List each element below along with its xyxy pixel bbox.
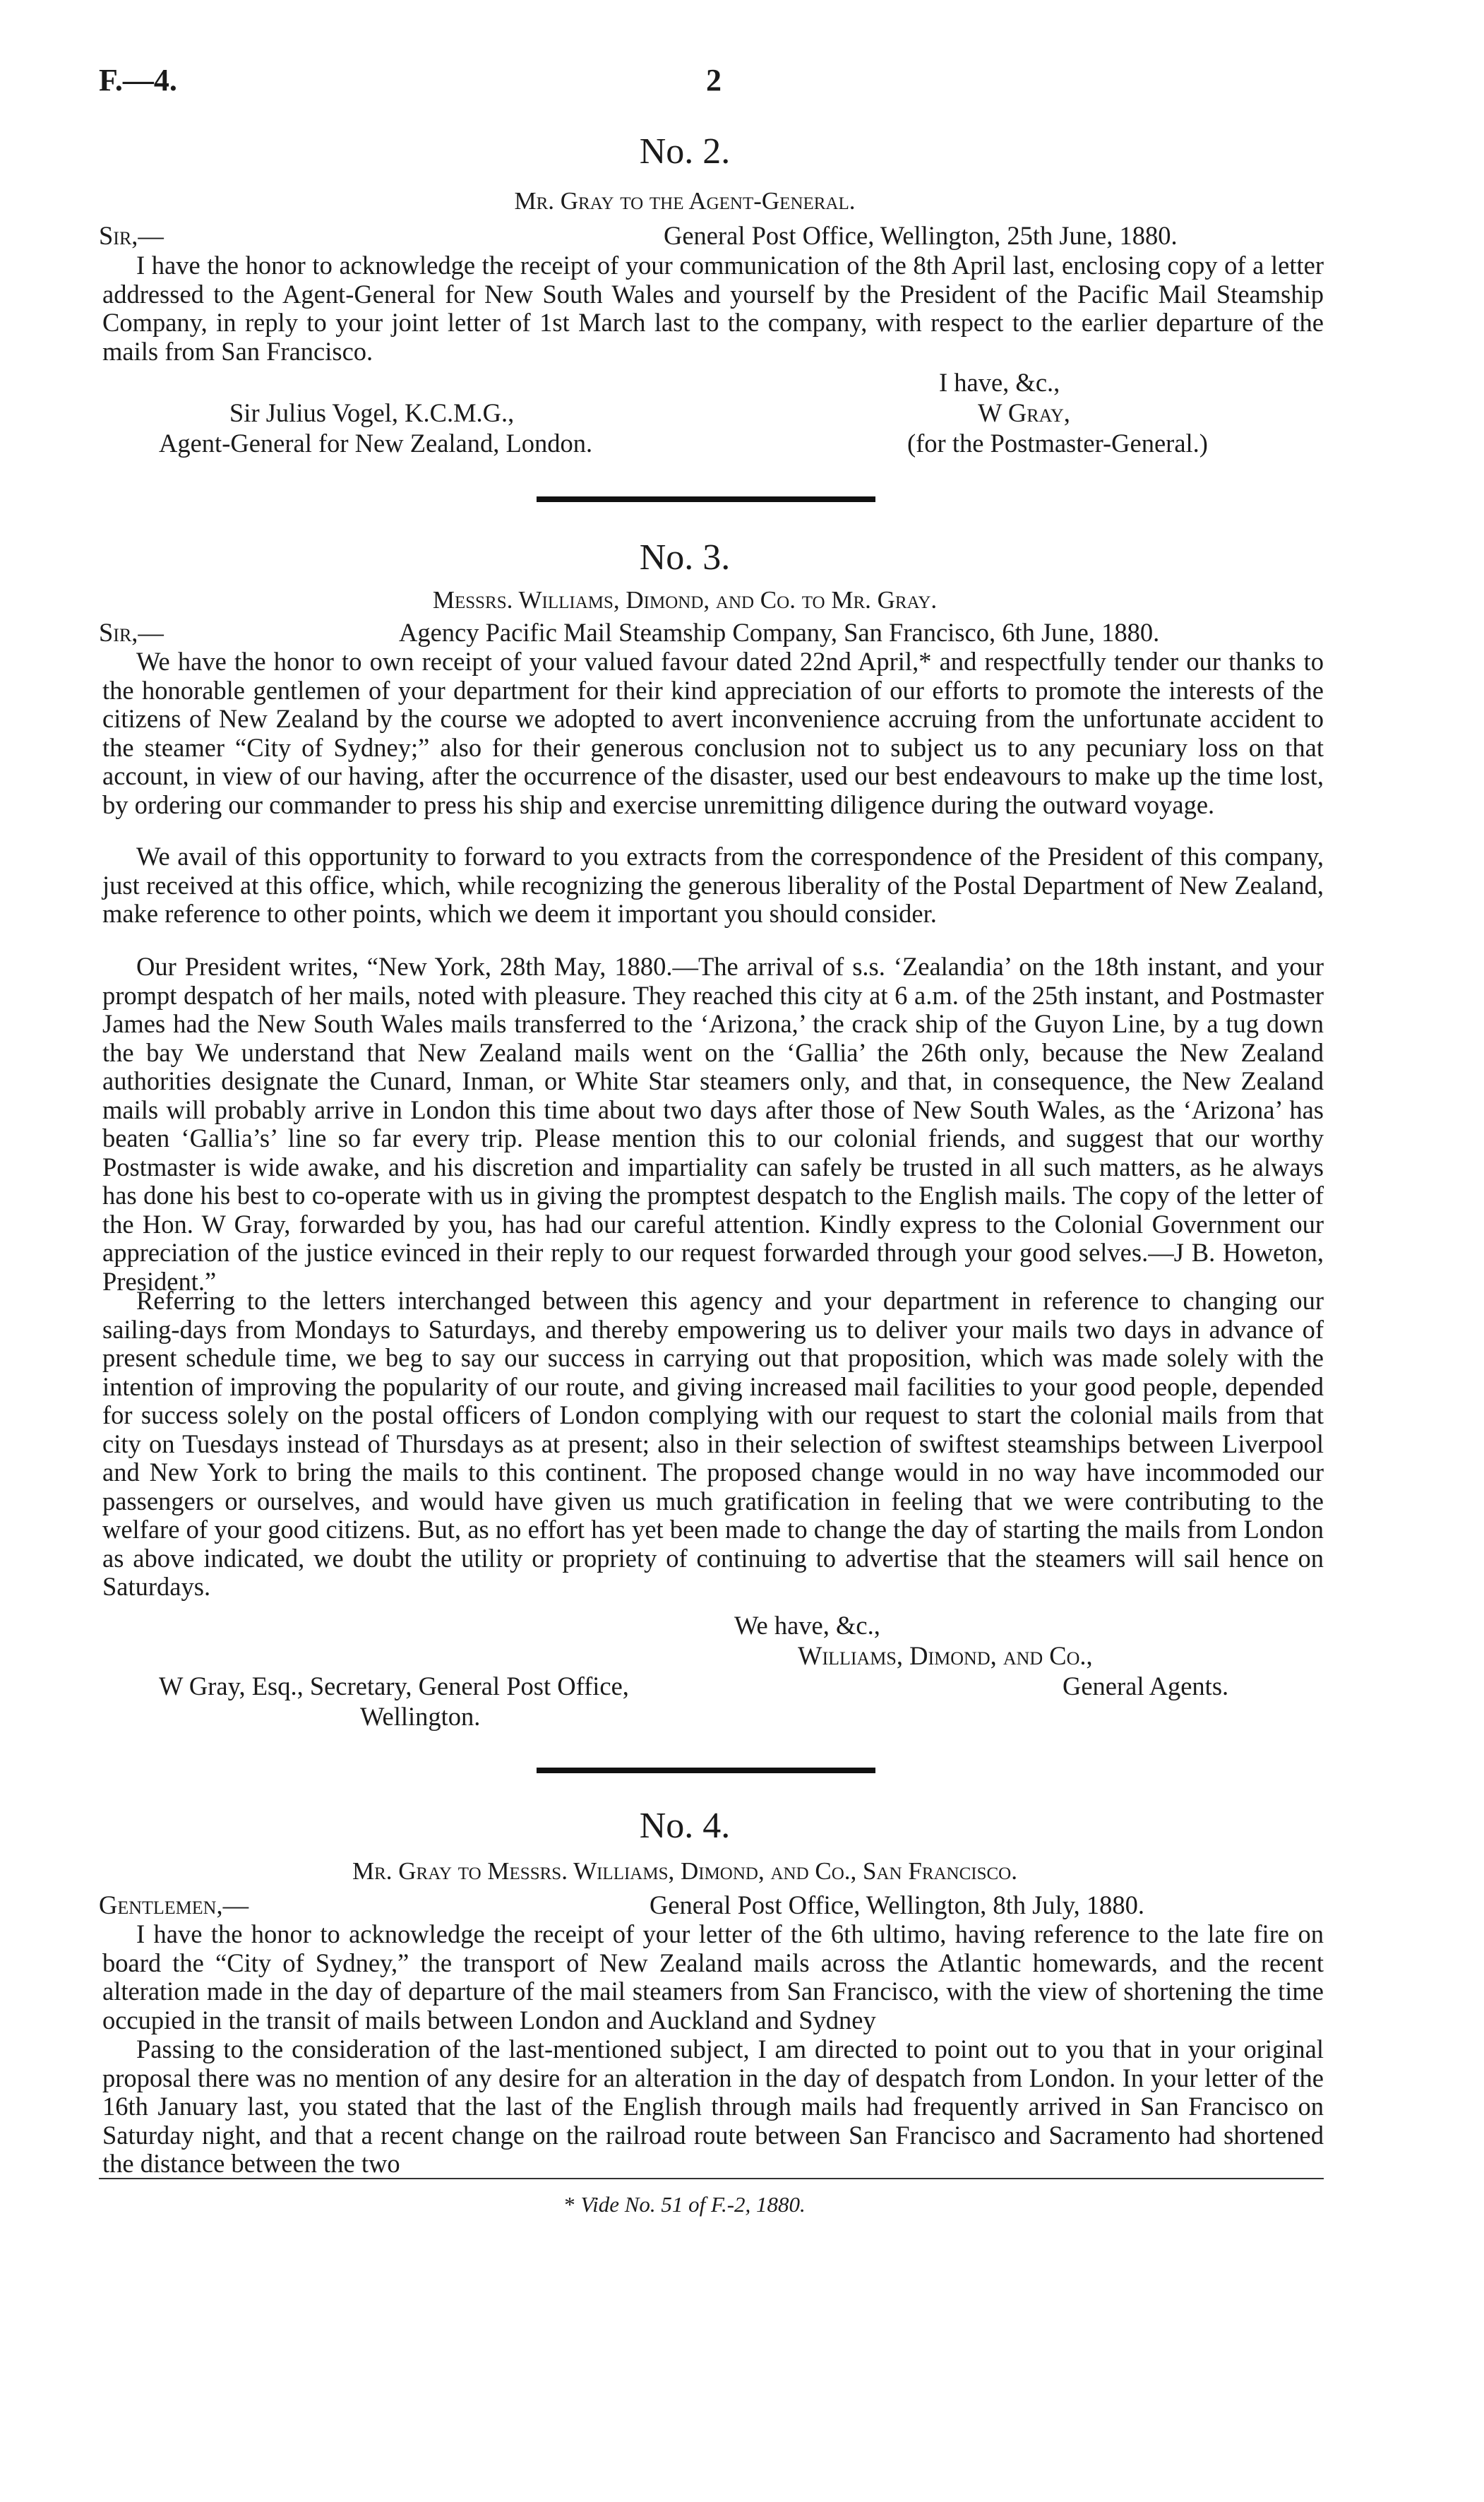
- paragraph: We have the honor to own receipt of your valued favour dated 22nd April,* and respectfully tender our thanks to the honorable gentlemen of your department for their kind appreciation of our efforts to promote the interests of the citizens of New Zealand by the course we adopted to avert inconvenience accruing from the unfortunate accident to the steamer “City of Sydney;” also for their generous conclusion not to subject us to any pecuniary loss on that account, in view of our having, after the occurrence of the disaster, used our best endeavours to make up the time lost, by ordering our commander to press his ship and exercise unremitting diligence during the outward voyage.: [102, 647, 1324, 819]
- salutation: Sir,—: [99, 618, 164, 647]
- closing: I have, &c.,: [939, 368, 1060, 397]
- signer: Williams, Dimond, and Co.,: [798, 1641, 1093, 1670]
- letter-number: No. 2.: [639, 131, 731, 172]
- signer-role: (for the Postmaster-General.): [907, 429, 1208, 458]
- letter-body: I have the honor to acknowledge the receipt of your communication of the 8th April last, enclosing copy of a letter addressed to the Agent-General for New South Wales and yourself by the President of the Pacific Mail Steamship Company, in reply to your joint letter of 1st March last to the company, with respect to the earlier departure of the mails from San Francisco.: [102, 251, 1324, 366]
- letter-subtitle: Messrs. Williams, Dimond, and Co. to Mr. Gray.: [432, 586, 938, 614]
- footnote: [0, 2192, 1370, 2217]
- addressee-line: W Gray, Esq., Secretary, General Post Office,: [159, 1672, 629, 1700]
- letter-subtitle: Mr. Gray to Messrs. Williams, Dimond, and Co., San Francisco.: [352, 1857, 1017, 1885]
- salutation: Gentlemen,—: [99, 1890, 249, 1919]
- addressee-title: Agent-General for New Zealand, London.: [159, 429, 593, 458]
- letter-subtitle: Mr. Gray to the Agent-General.: [514, 187, 856, 215]
- paragraph: I have the honor to acknowledge the receipt of your letter of the 6th ultimo, having reference to the late fire on board the “City of Sydney,” the transport of New Zealand mails across the Atlantic homewards, and the recent alteration made in the day of departure of the mail steamers from San Francisco, with the view of shortening the time occupied in the transit of mails between London and Auckland and Sydney: [102, 1919, 1324, 2035]
- closing: We have, &c.,: [734, 1611, 880, 1640]
- paragraph: Passing to the consideration of the last-mentioned subject, I am directed to point out to you that in your original proposal there was no mention of any desire for an alteration in the day of despatch from London. In your letter of the 16th January last, you stated that the last of the English through mails had frequently arrived in San Francisco on Saturday night, and that a recent change on the railroad route between San Francisco and Sacramento had shortened the distance between the two: [102, 2035, 1324, 2178]
- footnote-text: Vide No. 51 of F.-2, 1880.: [580, 2192, 806, 2217]
- letter-number: No. 4.: [639, 1806, 731, 1846]
- letter-number: No. 3.: [639, 537, 731, 578]
- footnote-rule: [99, 2178, 1324, 2179]
- footnote-marker: *: [564, 2192, 575, 2217]
- paragraph: We avail of this opportunity to forward to you extracts from the correspondence of the President of this company, just received at this office, which, while recognizing the generous liberality of the Postal Department of New Zealand, make reference to other points, which we deem it important you should consider.: [102, 842, 1324, 928]
- series-label: F.—4.: [99, 63, 177, 97]
- section-divider: [537, 1768, 875, 1773]
- addressee-line: Wellington.: [360, 1702, 481, 1731]
- dateline: Agency Pacific Mail Steamship Company, San Francisco, 6th June, 1880.: [399, 618, 1160, 647]
- section-divider: [537, 496, 875, 502]
- paragraph: Our President writes, “New York, 28th May, 1880.—The arrival of s.s. ‘Zealandia’ on the 18th instant, and your prompt despatch of her mails, noted with pleasure. They reached this city at 6 a.m. of the 25th instant, and Postmaster James had the New South Wales mails transferred to the ‘Arizona,’ the crack ship of the Guyon Line, by a tug down the bay We understand that New Zealand mails went on the ‘Gallia’ the 26th only, because the New Zealand authorities designate the Cunard, Inman, or White Star steamers only, and that, in consequence, the New Zealand mails will probably arrive in London this time about two days after those of New South Wales, as the ‘Arizona’ has beaten ‘Gallia’s’ line so far every trip. Please mention this to our colonial friends, and suggest that our worthy Postmaster is wide awake, and his discretion and impartiality can safely be trusted in all such matters, as he always has done his best to co-operate with us in giving the promptest despatch to the English mails. The copy of the letter of the Hon. W Gray, forwarded by you, has had our careful attention. Kindly express to the Colonial Government our appreciation of the justice evinced in their reply to our request forwarded through your good selves.—J B. Howeton, President.”: [102, 952, 1324, 1296]
- page-number: 2: [706, 63, 722, 97]
- dateline: General Post Office, Wellington, 25th June, 1880.: [664, 221, 1178, 250]
- addressee-name: Sir Julius Vogel, K.C.M.G.,: [229, 398, 515, 427]
- salutation: Sir,—: [99, 221, 164, 250]
- signer-role: General Agents.: [1063, 1672, 1229, 1700]
- signer: W Gray,: [978, 398, 1070, 427]
- dateline: General Post Office, Wellington, 8th July, 1880.: [650, 1890, 1144, 1919]
- paragraph: Referring to the letters interchanged between this agency and your department in reference to changing our sailing-days from Mondays to Saturdays, and thereby empowering us to deliver your mails two days in advance of present schedule time, we beg to say our success in carrying out that proposition, which was made solely with the intention of improving the popularity of our route, and giving increased mail facilities to your good people, depended for success solely on the postal officers of London complying with our request to start the colonial mails from that city on Tuesdays instead of Thursdays as at present; also in their selection of swiftest steamships between Liverpool and New York to bring the mails to this continent. The proposed change would in no way have incommoded our passengers or ourselves, and would have given us much gratification in feeling that we were contributing to the welfare of your good citizens. But, as no effort has yet been made to change the day of starting the mails from London as above indicated, we doubt the utility or propriety of continuing to advertise that the steamers will sail hence on Saturdays.: [102, 1286, 1324, 1601]
